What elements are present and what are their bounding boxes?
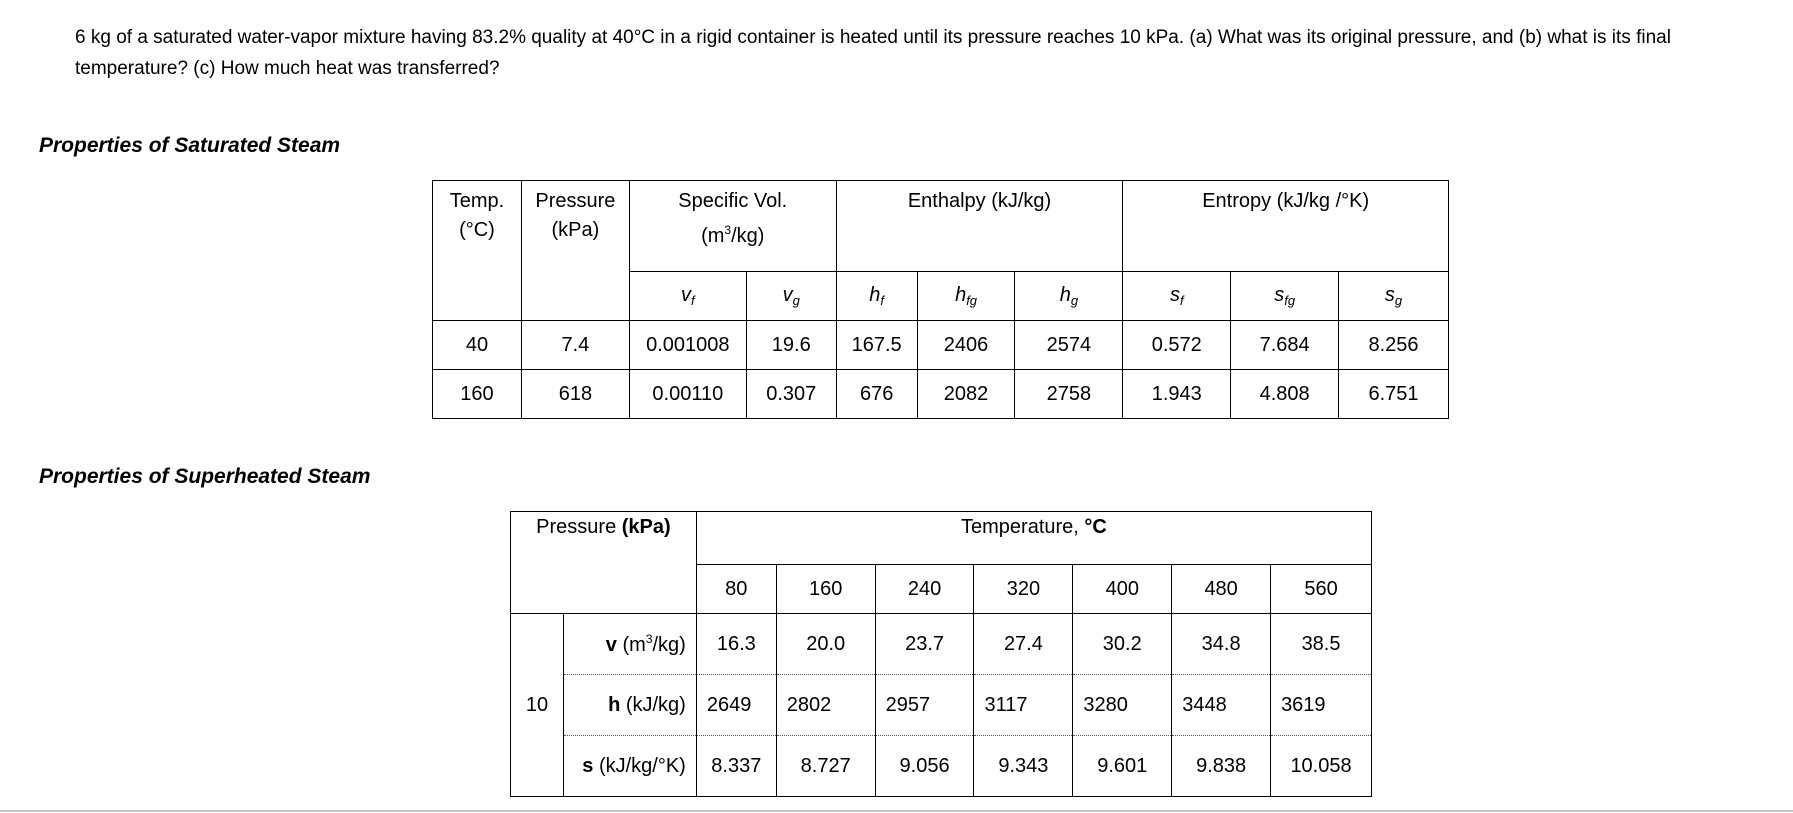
table-cell: 2406 — [917, 321, 1015, 370]
table-cell: 0.307 — [746, 370, 836, 419]
pressure-kpa-header: Pressure (kPa) — [511, 512, 697, 614]
table-cell: 8.727 — [776, 736, 875, 797]
bottom-divider — [0, 810, 1793, 812]
subheader-vf: $v_f$ — [629, 272, 746, 321]
property-label: h (kJ/kg) — [563, 675, 696, 736]
enthalpy-header: Enthalpy (kJ/kg) — [836, 181, 1123, 272]
table-cell: 4.808 — [1231, 370, 1339, 419]
property-label: s (kJ/kg/°K) — [563, 736, 696, 797]
table-row — [433, 321, 1449, 370]
table-cell: 0.001008 — [629, 321, 746, 370]
table-cell: 618 — [521, 370, 629, 419]
table-cell: 676 — [836, 370, 917, 419]
subheader-vg: $v_g$ — [746, 272, 836, 321]
table-cell: 16.3 — [696, 614, 776, 675]
table-cell: 2574 — [1015, 321, 1123, 370]
table-cell: 0.00110 — [629, 370, 746, 419]
temperature-column-header: 400 — [1073, 565, 1172, 614]
saturated-steam-table — [432, 180, 1449, 419]
problem-statement: 6 kg of a saturated water-vapor mixture having 83.2% quality at 40°C in a rigid container is heated until its pressure reaches 10 kPa. (a) What was its original pressure, and (b) what is its final temperature? (c) How much heat was transferred? — [75, 27, 1671, 79]
superheated-steam-heading: Properties of Superheated Steam — [39, 465, 371, 488]
temp-header: Temp. (°C) — [433, 181, 522, 321]
table-cell: 3448 — [1172, 675, 1271, 736]
pressure-value: 10 — [511, 614, 564, 797]
temperature-column-header: 160 — [776, 565, 875, 614]
subheader-sfg: $s_{fg}$ — [1231, 272, 1339, 321]
table-cell: 8.256 — [1339, 321, 1449, 370]
temperature-column-header: 80 — [696, 565, 776, 614]
table-cell: 3619 — [1271, 675, 1372, 736]
table-cell: 9.343 — [974, 736, 1073, 797]
temperature-column-header: 480 — [1172, 565, 1271, 614]
entropy-header: Entropy (kJ/kg /°K) — [1123, 181, 1449, 272]
table-cell: 2957 — [875, 675, 974, 736]
table-cell: 20.0 — [776, 614, 875, 675]
temperature-column-header: 240 — [875, 565, 974, 614]
table-cell: 1.943 — [1123, 370, 1231, 419]
table-cell: 2082 — [917, 370, 1015, 419]
temperature-column-header: 560 — [1271, 565, 1372, 614]
table-row — [433, 370, 1449, 419]
table-cell: 30.2 — [1073, 614, 1172, 675]
table-cell: 3280 — [1073, 675, 1172, 736]
subheader-hg: $h_g$ — [1015, 272, 1123, 321]
table-cell: 167.5 — [836, 321, 917, 370]
subheader-sg: $s_g$ — [1339, 272, 1449, 321]
table-cell: 19.6 — [746, 321, 836, 370]
table-cell: 9.838 — [1172, 736, 1271, 797]
table-cell: 40 — [433, 321, 522, 370]
table-cell: 2649 — [696, 675, 776, 736]
property-label: v $(m^3/kg)$ — [563, 614, 696, 675]
table-cell: 23.7 — [875, 614, 974, 675]
table-cell: 7.4 — [521, 321, 629, 370]
saturated-steam-heading: Properties of Saturated Steam — [39, 134, 341, 157]
temperature-column-header: 320 — [974, 565, 1073, 614]
table-cell: 3117 — [974, 675, 1073, 736]
table-cell: 27.4 — [974, 614, 1073, 675]
superheated-steam-table — [510, 511, 1372, 797]
table-cell: 2802 — [776, 675, 875, 736]
table-cell: 8.337 — [696, 736, 776, 797]
temperature-header: Temperature, °C — [696, 512, 1371, 565]
table-cell: 9.056 — [875, 736, 974, 797]
table-row — [511, 736, 1372, 797]
table-cell: 0.572 — [1123, 321, 1231, 370]
table-row — [511, 675, 1372, 736]
table-cell: 34.8 — [1172, 614, 1271, 675]
table-cell: 160 — [433, 370, 522, 419]
table-row — [511, 614, 1372, 675]
pressure-header: Pressure (kPa) — [521, 181, 629, 321]
table-cell: 2758 — [1015, 370, 1123, 419]
table-cell: 10.058 — [1271, 736, 1372, 797]
specific-volume-header: Specific Vol. $(m^3/kg)$ — [629, 181, 836, 272]
table-cell: 38.5 — [1271, 614, 1372, 675]
table-cell: 6.751 — [1339, 370, 1449, 419]
table-cell: 7.684 — [1231, 321, 1339, 370]
subheader-hf: $h_f$ — [836, 272, 917, 321]
subheader-sf: $s_f$ — [1123, 272, 1231, 321]
subheader-hfg: $h_{fg}$ — [917, 272, 1015, 321]
table-cell: 9.601 — [1073, 736, 1172, 797]
